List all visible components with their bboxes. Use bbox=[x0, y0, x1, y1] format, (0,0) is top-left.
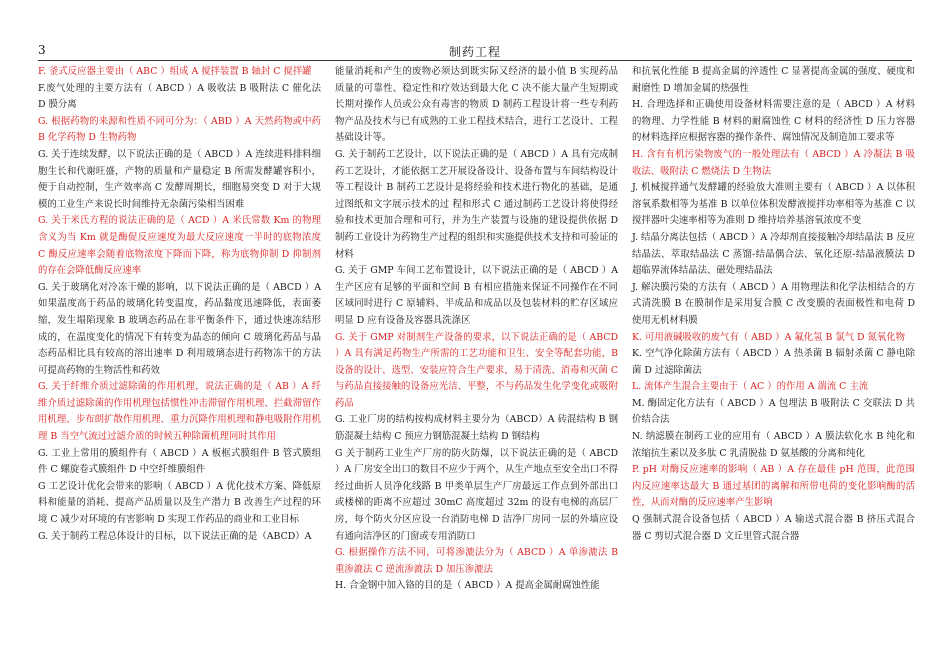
question-item: G. 关于制药工艺设计，以下说法正确的是（ ABCD ）A 具有完成制药工艺设计，才能依据工艺开展设备设计、设备布置与车间结构设计等工程设计 B 制药工艺设计是将经验和技术进行物化的基础，是通过图纸和文字展示技术的过 程和形式 C 通过制药工艺设计将使得经验和技术更加合理和可行，并为生产装置与设施的建设提供依据 D 制药工业设计为药物生产过程的组织和实施提供技术支持和可验证的材料 bbox=[335, 148, 618, 260]
question-item: G 关于制药工业生产厂房的防火防爆，以下说法正确的是（ ABCD ）A 厂房安全出口的数目不应少于两个，从生产地点至安全出口不得经过曲折人员净化线路 B 甲类单层生产厂房最远工作点到外部出口或楼梯的距离不应超过 30mC 高度超过 32m 的设有电梯的高层厂房，每个防火分区应设一台消防电梯 D 洁净厂房同一层的外墙应设有通向洁净区的门窗或专用消防口 bbox=[335, 447, 618, 542]
question-item: G. 关于制药工程总体设计的目标，以下说法正确的是（ABCD）A bbox=[38, 530, 312, 542]
column-2 bbox=[335, 64, 618, 664]
question-item: G. 工业上常用的膜组件有（ ABCD ）A 板框式膜组件 B 管式膜组件 C 螺旋卷式膜组件 D 中空纤维膜组件 bbox=[38, 447, 321, 476]
question-item: H. 合金钢中加入铬的目的是（ ABCD ）A 提高金属耐腐蚀性能 bbox=[335, 580, 600, 592]
question-item: K. 可用液碱吸收的废气有（ ABD ）A 氟化氢 B 氯气 D 氮氧化物 bbox=[632, 331, 906, 343]
question-item: J. 结晶分离法包括（ ABCD ）A 冷却剂直接接触冷却结晶法 B 反应结晶法、萃取结晶法 C 蒸馏-结晶偶合法、氧化还原-结晶液膜法 D 超临界流体结晶法、磁处理结晶法 bbox=[632, 231, 915, 277]
page-number: 3 bbox=[38, 43, 46, 57]
question-item: H. 含有有机污染物废气的一般处理法有（ ABCD ）A 冷凝法 B 吸收法、吸附法 C 燃烧法 D 生物法 bbox=[632, 148, 915, 177]
column-1 bbox=[38, 64, 321, 664]
question-item: G. 关于玻璃化对冷冻干燥的影响，以下说法正确的是（ ABCD ）A 如果温度高于药品的玻璃化转变温度，药品黏度迅速降低，表面萎缩，发生塌陷现象 B 玻璃态药品在非平衡条件下，通过快速冻结形成的，在温度变化的情况下有转变为晶态的倾向 C 玻璃化药品与晶态药品相比具有较高的溶出速率 D 利用玻璃态进行药物冻干的方法可提高药物的生物活性和药效 bbox=[38, 281, 321, 376]
question-item: J. 机械搅拌通气发酵罐的经验放大准则主要有（ ABCD ）A 以体积溶氧系数相等为基准 B 以单位体积发酵液搅拌功率相等为基准 C 以搅拌器叶尖速率相等为准则 D 维持培养基溶氧浓度不变 bbox=[632, 182, 915, 227]
question-item: G. 关于连续发酵，以下说法正确的是（ ABCD ）A 连续进料排料细胞生长和代谢旺盛，产物的质量和产量稳定 B 所需发酵罐容积小，便于自动控制，生产效率高 C 发酵周期长，细胞易突变 D 对于大规模的工业生产来说长时间维持无杂菌污染相当困难 bbox=[38, 148, 321, 210]
question-item: Q 强制式混合设备包括（ ABCD ）A 输送式混合器 B 挤压式混合器 C 剪切式混合器 D 文丘里管式混合器 bbox=[632, 514, 915, 542]
content-columns bbox=[38, 64, 916, 664]
question-item: F.废气处理的主要方法有（ ABCD ）A 吸收法 B 吸附法 C 催化法 D 膜分离 bbox=[38, 82, 321, 111]
question-item: G. 关于 GMP 车间工艺布置设计，以下说法正确的是（ ABCD ）A 生产区应有足够的平面和空间 B 有相应措施来保证不同操作在不同区域同时进行 C 原辅料、半成品和成品以及包装材料的贮存区域应明显 D 应有设备及容器具洗涤区 bbox=[335, 265, 618, 326]
question-item: G. 根据药物的来源和性质不同可分为：（ ABD ）A 天然药物或中药 B 化学药物 D 生物药物 bbox=[38, 115, 321, 144]
question-item: N. 纳滤膜在制药工业的应用有（ ABCD ）A 膜法软化水 B 纯化和浓缩抗生素以及多肽 C 乳清脱盐 D 氨基酸的分离和纯化 bbox=[632, 431, 915, 459]
question-item: G. 关于纤维介质过滤除菌的作用机理，说法正确的是（ AB ）A 纤维介质过滤除菌的作用机理包括惯性冲击滞留作用机理、拦截滞留作用机理、步布朗扩散作用机理、重力沉降作用机理和静电吸附作用机理 B 当空气流过过滤介质的时候五种除菌机理同时其作用 bbox=[38, 381, 321, 443]
question-item: G 工艺设计优化会带来的影响（ ABCD ）A 优化技术方案、降低原料和能量的消耗、提高产品质量以及生产潜力 B 改善生产过程的环境 C 减少对环境的有害影响 D 实现工作药品的商业和工业目标 bbox=[38, 480, 321, 526]
question-item: K. 空气净化除菌方法有（ ABCD ）A 热杀菌 B 辐射杀菌 C 静电除菌 D 过滤除菌法 bbox=[632, 348, 915, 376]
question-item: 能量消耗和产生的废物必须达到既实际又经济的最小值 B 实现药品质量的可靠性、稳定性和疗效达到最大化 C 决不能大量产生短期或长期对操作人员或公众有毒害的物质 D 制药工程设计将一些专利药物产品及技术与已有成熟的工业工程技术结合，进行工艺设计、工程基础设计等。 bbox=[335, 66, 618, 144]
column-3 bbox=[632, 64, 915, 664]
question-item: G. 关于 GMP 对制剂生产设备的要求，以下说法正确的是（ ABCD ）A 具有满足药物生产所需的工艺功能和卫生、安全等配套功能，B 设备的设计、选型、安装应符合生产要求，易于清洗、消毒和灭菌 C 与药品直接接触的设备应光洁、平整，不与药品发生化学变化或吸附药品 bbox=[335, 331, 618, 409]
question-item: G. 根据操作方法不同，可将渗漉法分为（ ABCD ）A 单渗漉法 B 重渗漉法 C 逆流渗漉法 D 加压渗漉法 bbox=[335, 547, 618, 575]
question-item: 和抗氧化性能 B 提高金属的淬透性 C 显著提高金属的强度、硬度和耐磨性 D 增加金属的热强性 bbox=[632, 66, 915, 94]
question-item: F. 釜式反应器主要由（ ABC ）组成 A 搅拌装置 B 轴封 C 搅拌罐 bbox=[38, 66, 312, 77]
question-item: G. 关于米氏方程的说法正确的是（ ACD ）A 米氏常数 Km 的物理含义为当 Km 就是酶促反应速度为最大反应速度一半时的底物浓度 C 酶反应速率会随着底物浓度下降而下降，称为底物抑制 D 抑制剂的存在会降低酶反应速率 bbox=[38, 215, 321, 277]
document-title: 制药工程 bbox=[448, 45, 501, 59]
question-item: G. 工业厂房的结构按构成材料主要分为（ABCD）A 砖混结构 B 钢筋混凝土结构 C 预应力钢筋混凝土结构 D 钢结构 bbox=[335, 414, 618, 443]
page-header bbox=[38, 42, 912, 61]
question-item: H. 合理选择和正确使用设备材料需要注意的是（ ABCD ）A 材料的物理、力学性能 B 材料的耐腐蚀性 C 材料的经济性 D 压力容器的材料选择应根据容器的操作条件、腐蚀情况及制造加工要求等 bbox=[632, 99, 915, 144]
question-item: J. 解决膜污染的方法有（ ABCD ）A 用物理法和化学法相结合的方式清洗膜 B 在膜制作是采用复合膜 C 改变膜的表面极性和电荷 D 使用无机材料膜 bbox=[632, 281, 915, 326]
question-item: P. pH 对酶反应速率的影响（ AB ）A 存在最佳 pH 范围，此范围内反应速率达最大 B 通过基团的离解和所带电荷的变化影响酶的活性，从而对酶的反应速率产生影响 bbox=[632, 464, 915, 509]
question-item: L. 流体产生混合主要由于（ AC ）的作用 A 湍流 C 主流 bbox=[632, 381, 869, 393]
question-item: M. 酶固定化方法有（ ABCD ）A 包埋法 B 吸附法 C 交联法 D 共价结合法 bbox=[632, 397, 915, 426]
